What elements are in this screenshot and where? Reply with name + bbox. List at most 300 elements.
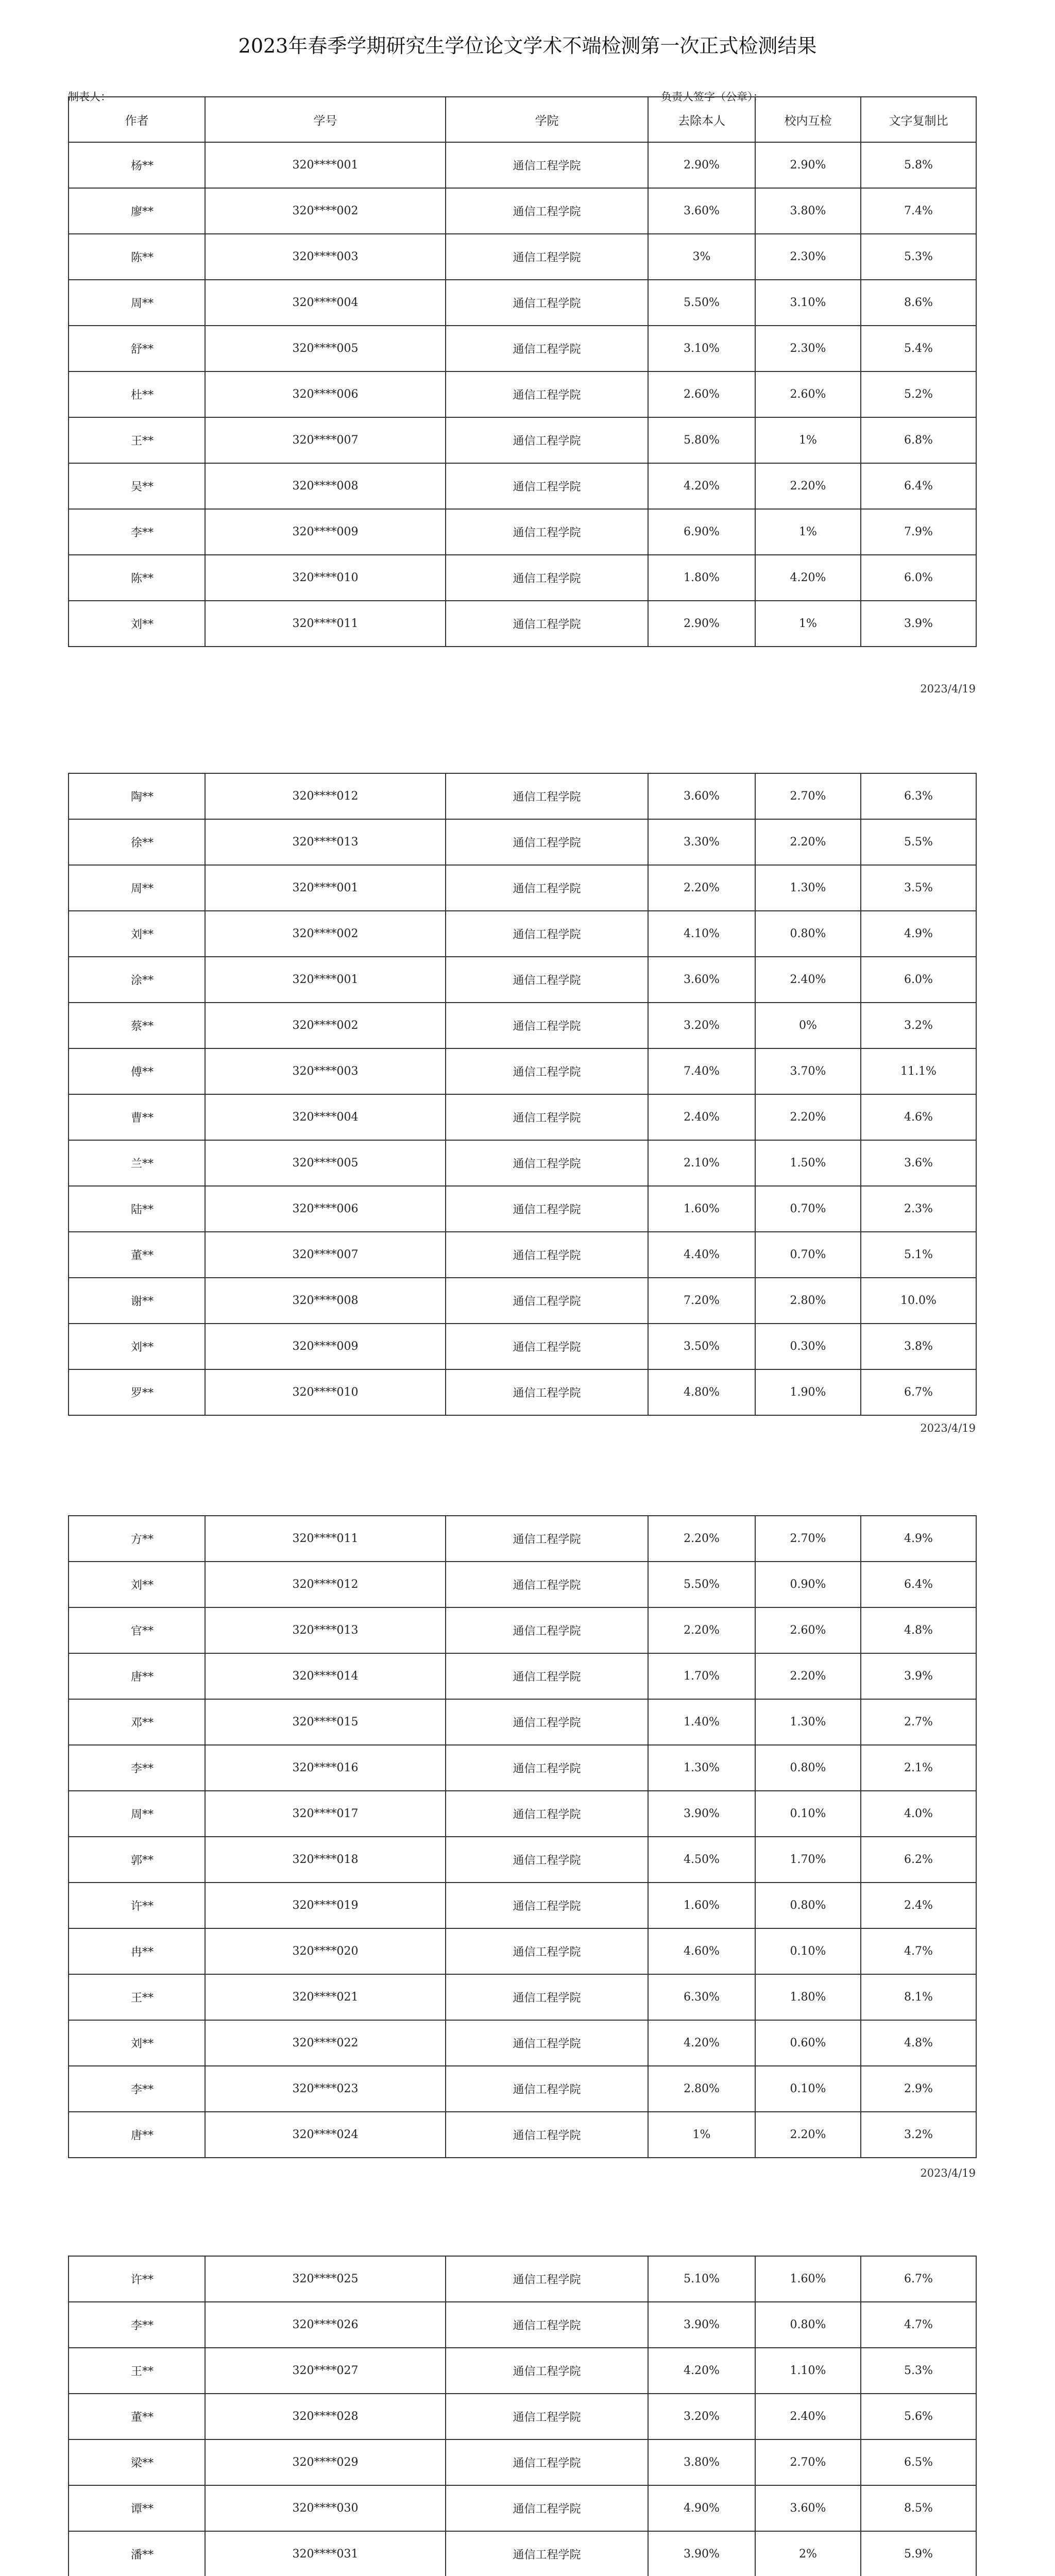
excl-self-cell: 7.20%: [648, 1278, 755, 1324]
excl-self-cell: 2.80%: [648, 2066, 755, 2112]
author-cell: 陆**: [69, 1186, 205, 1232]
college-cell: 通信工程学院: [446, 555, 648, 601]
page-title: 2023年春季学期研究生学位论文学术不端检测第一次正式检测结果: [238, 35, 817, 57]
internal-check-cell: 1.70%: [755, 1837, 861, 1883]
excl-self-cell: 5.50%: [648, 1562, 755, 1607]
table-row: [69, 1653, 976, 1699]
student-id-cell: 320****024: [205, 2112, 446, 2158]
table-row: [69, 1048, 976, 1094]
internal-check-cell: 0.90%: [755, 1562, 861, 1607]
student-id-cell: 320****011: [205, 601, 446, 647]
student-id-cell: 320****004: [205, 1094, 446, 1140]
excl-self-cell: 5.50%: [648, 280, 755, 326]
student-id-cell: 320****021: [205, 1974, 446, 2020]
author-cell: 官**: [69, 1607, 205, 1653]
internal-check-cell: 1.30%: [755, 1699, 861, 1745]
table-row: [69, 1883, 976, 1928]
copy-ratio-cell: 5.9%: [861, 2531, 976, 2576]
student-id-cell: 320****028: [205, 2394, 446, 2439]
college-cell: 通信工程学院: [446, 234, 648, 280]
copy-ratio-cell: 4.8%: [861, 2020, 976, 2066]
author-cell: 曹**: [69, 1094, 205, 1140]
student-id-cell: 320****010: [205, 1369, 446, 1415]
internal-check-cell: 1.50%: [755, 1140, 861, 1186]
table-row: [69, 2348, 976, 2394]
student-id-cell: 320****022: [205, 2020, 446, 2066]
table-row: [69, 1974, 976, 2020]
author-cell: 蔡**: [69, 1003, 205, 1048]
table-row: [69, 1369, 976, 1415]
table-row: [69, 1607, 976, 1653]
table-row: [69, 371, 976, 417]
internal-check-cell: 0.80%: [755, 911, 861, 957]
author-cell: 潘**: [69, 2531, 205, 2576]
author-cell: 廖**: [69, 188, 205, 234]
author-cell: 李**: [69, 2302, 205, 2348]
college-cell: 通信工程学院: [446, 2066, 648, 2112]
student-id-cell: 320****008: [205, 463, 446, 509]
author-cell: 杜**: [69, 371, 205, 417]
copy-ratio-cell: 6.7%: [861, 2256, 976, 2302]
table-row: [69, 957, 976, 1003]
college-cell: 通信工程学院: [446, 1278, 648, 1324]
internal-check-cell: 0.80%: [755, 1883, 861, 1928]
student-id-cell: 320****002: [205, 188, 446, 234]
excl-self-cell: 2.10%: [648, 1140, 755, 1186]
author-cell: 陶**: [69, 773, 205, 819]
college-cell: 通信工程学院: [446, 1837, 648, 1883]
table-row: [69, 463, 976, 509]
student-id-cell: 320****019: [205, 1883, 446, 1928]
college-cell: 通信工程学院: [446, 509, 648, 555]
college-cell: 通信工程学院: [446, 2348, 648, 2394]
excl-self-cell: 3.90%: [648, 2302, 755, 2348]
author-cell: 邓**: [69, 1699, 205, 1745]
internal-check-cell: 0.30%: [755, 1324, 861, 1369]
student-id-cell: 320****027: [205, 2348, 446, 2394]
table-row: [69, 142, 976, 188]
student-id-cell: 320****018: [205, 1837, 446, 1883]
college-cell: 通信工程学院: [446, 463, 648, 509]
student-id-cell: 320****007: [205, 417, 446, 463]
college-cell: 通信工程学院: [446, 911, 648, 957]
internal-check-cell: 1.10%: [755, 2348, 861, 2394]
table-row: [69, 326, 976, 371]
college-cell: 通信工程学院: [446, 2256, 648, 2302]
student-id-cell: 320****025: [205, 2256, 446, 2302]
student-id-cell: 320****016: [205, 1745, 446, 1791]
page-date: 2023/4/19: [920, 683, 976, 695]
copy-ratio-cell: 3.9%: [861, 601, 976, 647]
student-id-cell: 320****009: [205, 1324, 446, 1369]
results-page-2: [68, 773, 976, 1416]
copy-ratio-cell: 5.3%: [861, 234, 976, 280]
college-cell: 通信工程学院: [446, 1369, 648, 1415]
college-cell: 通信工程学院: [446, 326, 648, 371]
copy-ratio-cell: 2.3%: [861, 1186, 976, 1232]
table-row: [69, 1094, 976, 1140]
internal-check-cell: 1.60%: [755, 2256, 861, 2302]
author-cell: 周**: [69, 1791, 205, 1837]
excl-self-cell: 2.90%: [648, 601, 755, 647]
author-cell: 许**: [69, 1883, 205, 1928]
excl-self-cell: 3.30%: [648, 819, 755, 865]
table-row: [69, 2394, 976, 2439]
excl-self-cell: 2.20%: [648, 865, 755, 911]
college-cell: 通信工程学院: [446, 1324, 648, 1369]
excl-self-cell: 2.20%: [648, 1516, 755, 1562]
internal-check-cell: 1.30%: [755, 865, 861, 911]
copy-ratio-cell: 6.0%: [861, 555, 976, 601]
excl-self-cell: 1.60%: [648, 1186, 755, 1232]
student-id-cell: 320****002: [205, 911, 446, 957]
author-cell: 梁**: [69, 2439, 205, 2485]
college-cell: 通信工程学院: [446, 1928, 648, 1974]
author-cell: 刘**: [69, 2020, 205, 2066]
student-id-cell: 320****012: [205, 1562, 446, 1607]
internal-check-cell: 0.70%: [755, 1232, 861, 1278]
table-row: [69, 1791, 976, 1837]
table-row: [69, 1699, 976, 1745]
copy-ratio-cell: 5.4%: [861, 326, 976, 371]
internal-check-cell: 2.70%: [755, 2439, 861, 2485]
author-cell: 刘**: [69, 601, 205, 647]
college-cell: 通信工程学院: [446, 1562, 648, 1607]
copy-ratio-cell: 2.9%: [861, 2066, 976, 2112]
author-cell: 刘**: [69, 1324, 205, 1369]
excl-self-cell: 4.80%: [648, 1369, 755, 1415]
copy-ratio-cell: 5.8%: [861, 142, 976, 188]
student-id-cell: 320****029: [205, 2439, 446, 2485]
copy-ratio-cell: 8.1%: [861, 1974, 976, 2020]
column-header: 去除本人: [648, 97, 755, 142]
author-cell: 李**: [69, 1745, 205, 1791]
student-id-cell: 320****031: [205, 2531, 446, 2576]
table-row: [69, 2302, 976, 2348]
copy-ratio-cell: 7.4%: [861, 188, 976, 234]
internal-check-cell: 0.60%: [755, 2020, 861, 2066]
college-cell: 通信工程学院: [446, 2485, 648, 2531]
student-id-cell: 320****017: [205, 1791, 446, 1837]
student-id-cell: 320****005: [205, 1140, 446, 1186]
college-cell: 通信工程学院: [446, 1883, 648, 1928]
internal-check-cell: 2.40%: [755, 957, 861, 1003]
table-row: [69, 2112, 976, 2158]
column-header: 校内互检: [755, 97, 861, 142]
college-cell: 通信工程学院: [446, 2302, 648, 2348]
internal-check-cell: 0.80%: [755, 1745, 861, 1791]
preparer-label: 制表人：: [68, 91, 111, 103]
copy-ratio-cell: 5.5%: [861, 819, 976, 865]
copy-ratio-cell: 8.6%: [861, 280, 976, 326]
student-id-cell: 320****005: [205, 326, 446, 371]
author-cell: 杨**: [69, 142, 205, 188]
results-table: [68, 773, 977, 1416]
student-id-cell: 320****006: [205, 1186, 446, 1232]
table-row: [69, 234, 976, 280]
college-cell: 通信工程学院: [446, 1653, 648, 1699]
internal-check-cell: 4.20%: [755, 555, 861, 601]
author-cell: 周**: [69, 865, 205, 911]
author-cell: 董**: [69, 2394, 205, 2439]
copy-ratio-cell: 4.9%: [861, 911, 976, 957]
author-cell: 吴**: [69, 463, 205, 509]
college-cell: 通信工程学院: [446, 1516, 648, 1562]
page-date: 2023/4/19: [920, 1422, 976, 1434]
internal-check-cell: 1%: [755, 601, 861, 647]
college-cell: 通信工程学院: [446, 773, 648, 819]
student-id-cell: 320****023: [205, 2066, 446, 2112]
student-id-cell: 320****014: [205, 1653, 446, 1699]
excl-self-cell: 1.40%: [648, 1699, 755, 1745]
internal-check-cell: 0%: [755, 1003, 861, 1048]
author-cell: 陈**: [69, 555, 205, 601]
copy-ratio-cell: 4.7%: [861, 1928, 976, 1974]
copy-ratio-cell: 6.5%: [861, 2439, 976, 2485]
excl-self-cell: 5.80%: [648, 417, 755, 463]
internal-check-cell: 1%: [755, 417, 861, 463]
college-cell: 通信工程学院: [446, 2112, 648, 2158]
table-row: [69, 911, 976, 957]
table-row: [69, 2439, 976, 2485]
table-header-row: [69, 97, 976, 142]
table-row: [69, 865, 976, 911]
excl-self-cell: 1.30%: [648, 1745, 755, 1791]
college-cell: 通信工程学院: [446, 1094, 648, 1140]
college-cell: 通信工程学院: [446, 1699, 648, 1745]
table-row: [69, 188, 976, 234]
excl-self-cell: 6.30%: [648, 1974, 755, 2020]
copy-ratio-cell: 6.3%: [861, 773, 976, 819]
internal-check-cell: 2.20%: [755, 1094, 861, 1140]
copy-ratio-cell: 7.9%: [861, 509, 976, 555]
table-row: [69, 1003, 976, 1048]
internal-check-cell: 3.60%: [755, 2485, 861, 2531]
internal-check-cell: 2.60%: [755, 371, 861, 417]
excl-self-cell: 2.20%: [648, 1607, 755, 1653]
copy-ratio-cell: 4.7%: [861, 2302, 976, 2348]
results-table: [68, 2256, 977, 2576]
author-cell: 郭**: [69, 1837, 205, 1883]
college-cell: 通信工程学院: [446, 1607, 648, 1653]
author-cell: 李**: [69, 509, 205, 555]
table-row: [69, 1140, 976, 1186]
results-page-4: [68, 2256, 976, 2576]
college-cell: 通信工程学院: [446, 1003, 648, 1048]
excl-self-cell: 3.10%: [648, 326, 755, 371]
table-row: [69, 1837, 976, 1883]
student-id-cell: 320****026: [205, 2302, 446, 2348]
column-header: 文字复制比: [861, 97, 976, 142]
excl-self-cell: 2.60%: [648, 371, 755, 417]
copy-ratio-cell: 10.0%: [861, 1278, 976, 1324]
table-row: [69, 1562, 976, 1607]
author-cell: 刘**: [69, 1562, 205, 1607]
copy-ratio-cell: 3.2%: [861, 2112, 976, 2158]
excl-self-cell: 3.90%: [648, 1791, 755, 1837]
excl-self-cell: 3.90%: [648, 2531, 755, 2576]
excl-self-cell: 5.10%: [648, 2256, 755, 2302]
student-id-cell: 320****004: [205, 280, 446, 326]
college-cell: 通信工程学院: [446, 280, 648, 326]
internal-check-cell: 1%: [755, 509, 861, 555]
student-id-cell: 320****007: [205, 1232, 446, 1278]
results-page-1: [68, 96, 976, 647]
college-cell: 通信工程学院: [446, 2394, 648, 2439]
excl-self-cell: 2.40%: [648, 1094, 755, 1140]
copy-ratio-cell: 2.7%: [861, 1699, 976, 1745]
student-id-cell: 320****012: [205, 773, 446, 819]
copy-ratio-cell: 3.2%: [861, 1003, 976, 1048]
excl-self-cell: 3%: [648, 234, 755, 280]
table-row: [69, 1232, 976, 1278]
author-cell: 谭**: [69, 2485, 205, 2531]
author-cell: 舒**: [69, 326, 205, 371]
excl-self-cell: 1.60%: [648, 1883, 755, 1928]
internal-check-cell: 2.20%: [755, 463, 861, 509]
excl-self-cell: 4.60%: [648, 1928, 755, 1974]
copy-ratio-cell: 5.3%: [861, 2348, 976, 2394]
results-table: [68, 96, 977, 647]
author-cell: 李**: [69, 2066, 205, 2112]
table-row: [69, 2531, 976, 2576]
author-cell: 王**: [69, 417, 205, 463]
table-row: [69, 1324, 976, 1369]
table-row: [69, 280, 976, 326]
college-cell: 通信工程学院: [446, 819, 648, 865]
excl-self-cell: 4.20%: [648, 2020, 755, 2066]
excl-self-cell: 3.20%: [648, 1003, 755, 1048]
student-id-cell: 320****010: [205, 555, 446, 601]
student-id-cell: 320****013: [205, 1607, 446, 1653]
internal-check-cell: 3.80%: [755, 188, 861, 234]
table-row: [69, 1516, 976, 1562]
internal-check-cell: 3.70%: [755, 1048, 861, 1094]
internal-check-cell: 2.90%: [755, 142, 861, 188]
internal-check-cell: 0.80%: [755, 2302, 861, 2348]
student-id-cell: 320****015: [205, 1699, 446, 1745]
author-cell: 王**: [69, 1974, 205, 2020]
excl-self-cell: 1.80%: [648, 555, 755, 601]
copy-ratio-cell: 11.1%: [861, 1048, 976, 1094]
excl-self-cell: 3.50%: [648, 1324, 755, 1369]
excl-self-cell: 4.10%: [648, 911, 755, 957]
author-cell: 徐**: [69, 819, 205, 865]
college-cell: 通信工程学院: [446, 2531, 648, 2576]
college-cell: 通信工程学院: [446, 417, 648, 463]
author-cell: 罗**: [69, 1369, 205, 1415]
copy-ratio-cell: 5.2%: [861, 371, 976, 417]
copy-ratio-cell: 6.7%: [861, 1369, 976, 1415]
signer-label: 负责人签字（公章）：: [661, 91, 764, 103]
excl-self-cell: 4.40%: [648, 1232, 755, 1278]
student-id-cell: 320****003: [205, 1048, 446, 1094]
internal-check-cell: 0.10%: [755, 2066, 861, 2112]
page-date: 2023/4/19: [920, 2167, 976, 2179]
college-cell: 通信工程学院: [446, 1745, 648, 1791]
author-cell: 傅**: [69, 1048, 205, 1094]
excl-self-cell: 4.50%: [648, 1837, 755, 1883]
author-cell: 刘**: [69, 911, 205, 957]
copy-ratio-cell: 3.6%: [861, 1140, 976, 1186]
internal-check-cell: 2.60%: [755, 1607, 861, 1653]
college-cell: 通信工程学院: [446, 1974, 648, 2020]
table-row: [69, 2485, 976, 2531]
college-cell: 通信工程学院: [446, 1791, 648, 1837]
excl-self-cell: 3.80%: [648, 2439, 755, 2485]
student-id-cell: 320****009: [205, 509, 446, 555]
student-id-cell: 320****008: [205, 1278, 446, 1324]
student-id-cell: 320****030: [205, 2485, 446, 2531]
copy-ratio-cell: 8.5%: [861, 2485, 976, 2531]
copy-ratio-cell: 4.6%: [861, 1094, 976, 1140]
student-id-cell: 320****001: [205, 865, 446, 911]
excl-self-cell: 4.20%: [648, 2348, 755, 2394]
internal-check-cell: 0.10%: [755, 1791, 861, 1837]
table-row: [69, 1278, 976, 1324]
column-header: 作者: [69, 97, 205, 142]
excl-self-cell: 3.20%: [648, 2394, 755, 2439]
internal-check-cell: 3.10%: [755, 280, 861, 326]
table-row: [69, 2020, 976, 2066]
college-cell: 通信工程学院: [446, 1140, 648, 1186]
author-cell: 兰**: [69, 1140, 205, 1186]
copy-ratio-cell: 4.0%: [861, 1791, 976, 1837]
excl-self-cell: 2.90%: [648, 142, 755, 188]
results-table: [68, 1515, 977, 2158]
college-cell: 通信工程学院: [446, 2439, 648, 2485]
copy-ratio-cell: 6.2%: [861, 1837, 976, 1883]
internal-check-cell: 1.80%: [755, 1974, 861, 2020]
internal-check-cell: 2.40%: [755, 2394, 861, 2439]
excl-self-cell: 6.90%: [648, 509, 755, 555]
college-cell: 通信工程学院: [446, 957, 648, 1003]
author-cell: 方**: [69, 1516, 205, 1562]
table-row: [69, 773, 976, 819]
student-id-cell: 320****001: [205, 142, 446, 188]
copy-ratio-cell: 6.0%: [861, 957, 976, 1003]
author-cell: 董**: [69, 1232, 205, 1278]
copy-ratio-cell: 4.9%: [861, 1516, 976, 1562]
author-cell: 冉**: [69, 1928, 205, 1974]
copy-ratio-cell: 2.4%: [861, 1883, 976, 1928]
column-header: 学号: [205, 97, 446, 142]
student-id-cell: 320****006: [205, 371, 446, 417]
author-cell: 涂**: [69, 957, 205, 1003]
author-cell: 唐**: [69, 2112, 205, 2158]
internal-check-cell: 2.80%: [755, 1278, 861, 1324]
internal-check-cell: 0.10%: [755, 1928, 861, 1974]
internal-check-cell: 2%: [755, 2531, 861, 2576]
excl-self-cell: 1.70%: [648, 1653, 755, 1699]
copy-ratio-cell: 3.5%: [861, 865, 976, 911]
excl-self-cell: 4.90%: [648, 2485, 755, 2531]
college-cell: 通信工程学院: [446, 2020, 648, 2066]
excl-self-cell: 1%: [648, 2112, 755, 2158]
college-cell: 通信工程学院: [446, 601, 648, 647]
student-id-cell: 320****001: [205, 957, 446, 1003]
student-id-cell: 320****011: [205, 1516, 446, 1562]
college-cell: 通信工程学院: [446, 188, 648, 234]
copy-ratio-cell: 5.1%: [861, 1232, 976, 1278]
table-row: [69, 601, 976, 647]
internal-check-cell: 2.20%: [755, 2112, 861, 2158]
internal-check-cell: 2.70%: [755, 1516, 861, 1562]
internal-check-cell: 2.20%: [755, 1653, 861, 1699]
internal-check-cell: 2.30%: [755, 234, 861, 280]
student-id-cell: 320****003: [205, 234, 446, 280]
copy-ratio-cell: 3.8%: [861, 1324, 976, 1369]
